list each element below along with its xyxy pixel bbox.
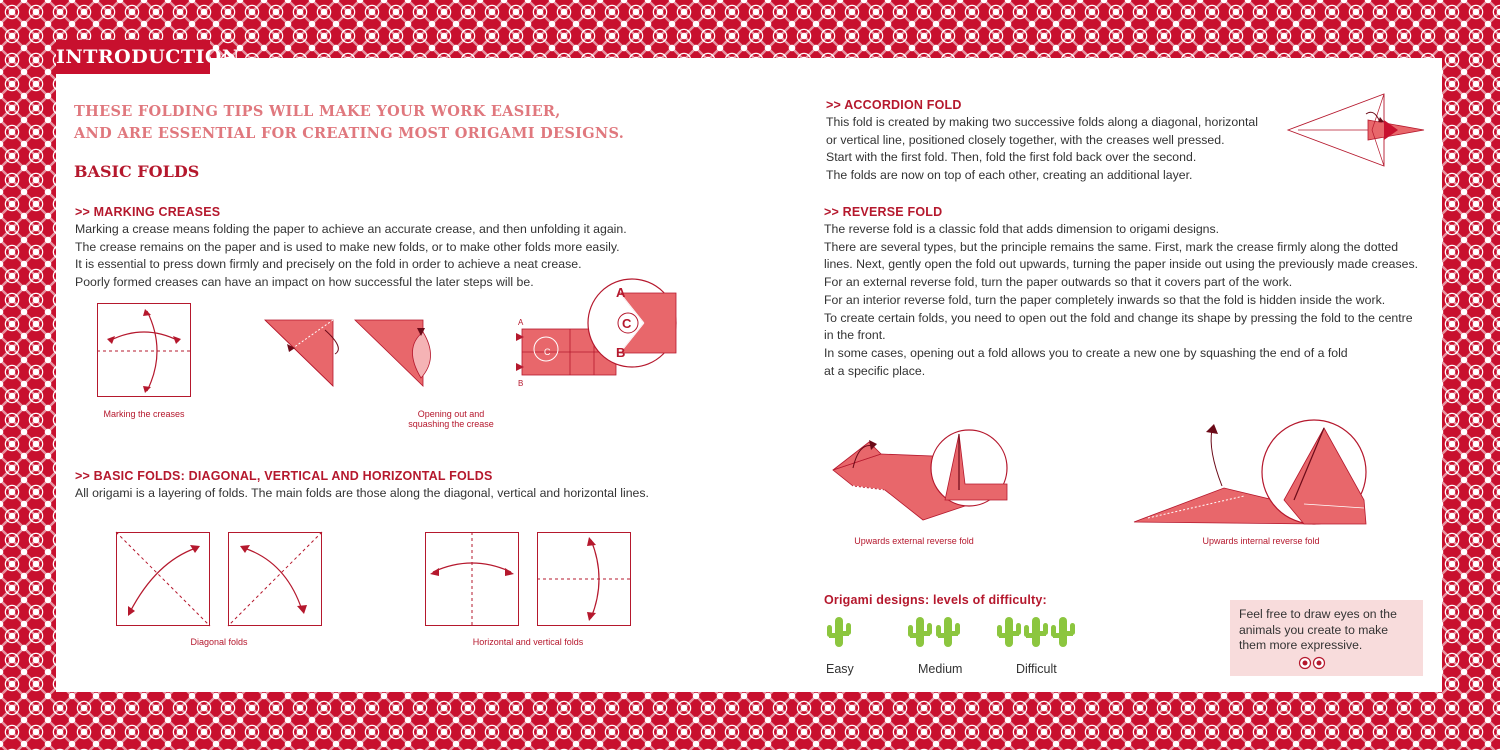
text-line: For an external reverse fold, turn the paper outwards so that it covers part of the work.: [824, 275, 1293, 290]
tip-line: Feel free to draw eyes on the: [1239, 607, 1397, 621]
reverse-text: [824, 221, 1418, 380]
text-line: For an interior reverse fold, turn the paper completely inwards so that the fold is hidden inside the work.: [824, 292, 1386, 307]
text-line: The reverse fold is a classic fold that adds dimension to origami designs.: [824, 222, 1220, 236]
caption-line: Opening out and: [417, 409, 485, 419]
headline-line: THESE FOLDING TIPS WILL MAKE YOUR WORK EASIER,: [74, 103, 561, 120]
subtitle-marking-creases: >> MARKING CREASES: [75, 205, 221, 219]
external-reverse-diagram: [833, 428, 1008, 520]
basic-folds-text: [75, 485, 649, 503]
cactus-icon: [907, 615, 933, 649]
marking-crease-diagram: [97, 303, 191, 397]
text-line: The folds are now on top of each other, creating an additional layer.: [826, 168, 1193, 183]
caption-diagonal-folds: Diagonal folds: [190, 637, 248, 647]
tip-line: animals you create to make: [1239, 622, 1389, 637]
caption-internal-reverse: Upwards internal reverse fold: [1202, 536, 1320, 546]
internal-reverse-diagram: [1134, 420, 1370, 526]
text-line: The crease remains on the paper and is used to make new folds, or to make other folds more easily.: [75, 239, 620, 254]
hv-folds-diagram: [425, 532, 631, 626]
cactus-icon: [996, 615, 1022, 649]
cactus-icon: [1050, 615, 1076, 649]
text-line: To create certain folds, you need to open out the fold and change its shape by pressing the fold to the centre: [824, 310, 1413, 325]
caption-opening-squashing: [395, 409, 507, 429]
label-a-small: A: [518, 318, 524, 327]
headline-line: AND ARE ESSENTIAL FOR CREATING MOST ORIGAMI DESIGNS.: [74, 125, 625, 142]
tip-line: them more expressive.: [1239, 638, 1363, 652]
text-line: This fold is created by making two successive folds along a diagonal, horizontal: [826, 115, 1258, 129]
text-line: It is essential to press down firmly and precisely on the fold in order to achieve a neat crease.: [75, 257, 582, 272]
text-line: at a specific place.: [824, 363, 926, 378]
label-b-zoom: B: [616, 345, 626, 360]
diagonal-folds-diagram: [116, 532, 322, 626]
accordion-text: [826, 114, 1258, 185]
caption-hv-folds: Horizontal and vertical folds: [472, 637, 584, 647]
text-line: lines. Next, gently open the fold out upwards, turning the paper inside out using the previously made creases.: [824, 257, 1419, 272]
section-title-basic-folds: BASIC FOLDS: [74, 162, 200, 181]
headline: [74, 101, 624, 145]
difficulty-easy-icons: [826, 615, 852, 649]
cactus-icon: [826, 615, 852, 649]
tip-box: [1230, 600, 1423, 676]
difficulty-difficult-label: Difficult: [1016, 662, 1057, 676]
caption-external-reverse: Upwards external reverse fold: [854, 536, 974, 546]
text-line: All origami is a layering of folds. The main folds are those along the diagonal, vertical and horizontal lines.: [75, 486, 649, 500]
label-b-small: B: [518, 379, 524, 388]
abc-crease-diagram: [516, 283, 682, 393]
label-a-zoom: A: [616, 285, 626, 300]
eyes-icon: [1298, 656, 1326, 670]
text-line: Poorly formed creases can have an impact on how successful the later steps will be.: [75, 275, 534, 290]
label-c-zoom: C: [622, 316, 632, 331]
cactus-icon: [935, 615, 961, 649]
subtitle-reverse: >> REVERSE FOLD: [824, 205, 943, 219]
difficulty-difficult-icons: [996, 615, 1078, 649]
difficulty-title: Origami designs: levels of difficulty:: [824, 593, 1047, 607]
subtitle-basic-folds: >> BASIC FOLDS: DIAGONAL, VERTICAL AND HORIZONTAL FOLDS: [75, 469, 493, 483]
accordion-diagram: [1288, 92, 1424, 168]
label-c-small: C: [544, 347, 551, 357]
difficulty-easy-label: Easy: [826, 662, 854, 676]
difficulty-medium-label: Medium: [918, 662, 963, 676]
difficulty-medium-icons: [907, 615, 961, 649]
cactus-icon: [1023, 615, 1049, 649]
marking-creases-text: [75, 221, 627, 292]
subtitle-accordion: >> ACCORDION FOLD: [826, 98, 962, 112]
text-line: Marking a crease means folding the paper to achieve an accurate crease, and then unfolding it again.: [75, 222, 627, 236]
caption-line: squashing the crease: [408, 419, 494, 429]
caption-marking-creases: Marking the creases: [103, 409, 185, 419]
text-line: Start with the first fold. Then, fold the first fold back over the second.: [826, 150, 1197, 165]
text-line: in the front.: [824, 328, 886, 343]
text-line: There are several types, but the principle remains the same. First, mark the crease firmly along the dotted: [824, 239, 1399, 254]
text-line: or vertical line, positioned closely together, with the creases well pressed.: [826, 132, 1225, 147]
text-line: In some cases, opening out a fold allows you to create a new one by squashing the end of a fold: [824, 345, 1348, 360]
intro-tab: INTRODUCTION: [56, 40, 210, 74]
opening-squash-diagram: [263, 318, 448, 393]
